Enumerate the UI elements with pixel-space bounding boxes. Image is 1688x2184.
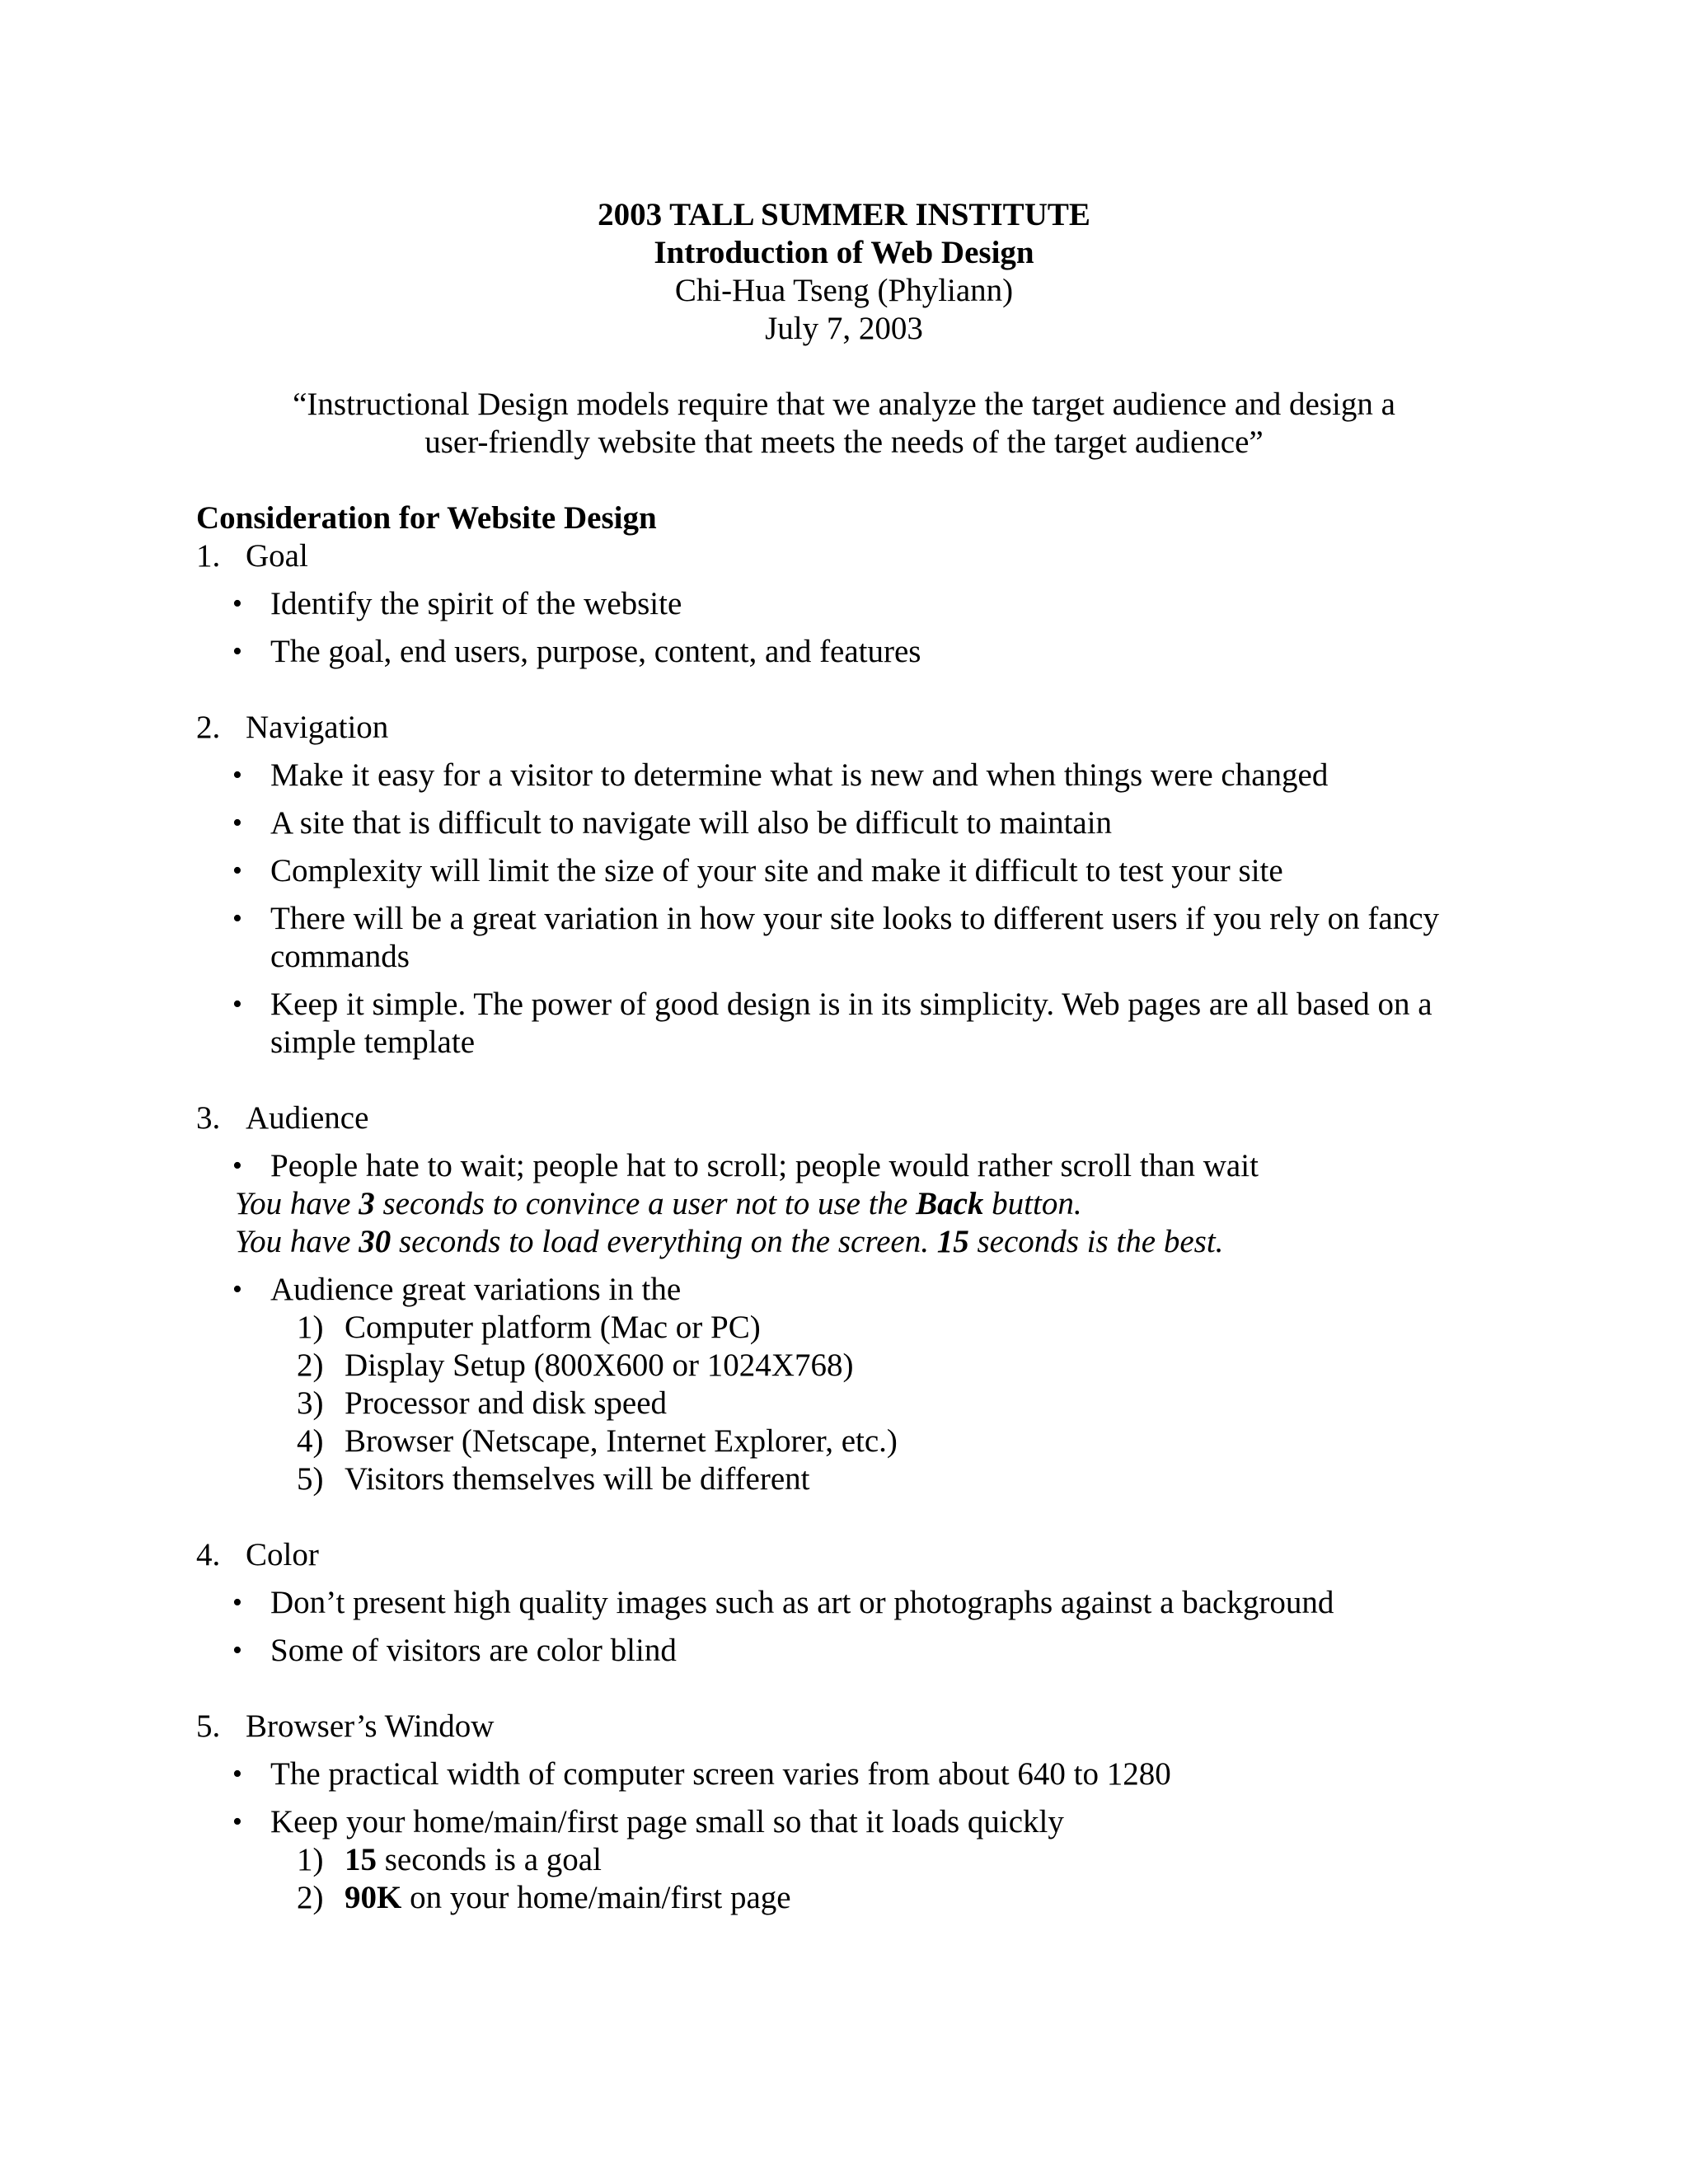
bullet-text: Make it easy for a visitor to determine what is new and when things were changed (270, 757, 1329, 793)
list-item (232, 757, 1518, 794)
numbered-subitem: 1) Computer platform (Mac or PC) (297, 1310, 761, 1345)
numbered-subitem: 3) Processor and disk speed (297, 1385, 668, 1421)
document-header (0, 196, 1688, 348)
list-item (232, 1271, 1518, 1309)
section-number: 5. (196, 1708, 221, 1744)
intro-quote (0, 386, 1688, 462)
document-date: July 7, 2003 (765, 311, 923, 346)
italic-note-2: You have 30 seconds to load everything on the screen. 15 seconds is the best. (235, 1224, 1224, 1259)
section-number: 3. (196, 1100, 221, 1136)
list-item (232, 900, 1518, 976)
bullet-text: Keep your home/main/first page small so that it loads quickly (270, 1804, 1064, 1840)
bullet-icon: • (232, 1274, 242, 1305)
bullet-text: The practical width of computer screen varies from about 640 to 1280 (270, 1756, 1171, 1792)
section-audience-heading (196, 1099, 368, 1137)
bullet-text: Complexity will limit the size of your site and make it difficult to test your site (270, 853, 1283, 888)
bullet-icon: • (232, 1759, 242, 1789)
numbered-subitem: 5) Visitors themselves will be different (297, 1461, 810, 1497)
bullet-icon: • (232, 1587, 242, 1618)
author-name: Chi-Hua Tseng (Phyliann) (674, 273, 1014, 308)
section-title: Color (246, 1537, 319, 1572)
numbered-subitem: 2) Display Setup (800X600 or 1024X768) (297, 1347, 854, 1383)
list-item (232, 1755, 1518, 1793)
section-title: Navigation (246, 710, 389, 745)
emphasis-number: 3 (359, 1186, 375, 1221)
bullet-text: A site that is difficult to navigate will also be difficult to maintain (270, 805, 1113, 841)
section-title: Browser’s Window (246, 1708, 495, 1744)
emphasis-number: 90K (345, 1880, 402, 1915)
quote-line-1: “Instructional Design models require that we analyze the target audience and design a (293, 387, 1395, 422)
section-goal-heading (196, 537, 308, 575)
bullet-icon: • (232, 855, 242, 886)
list-item (232, 852, 1518, 890)
bullet-text: Some of visitors are color blind (270, 1633, 677, 1668)
bullet-text: The goal, end users, purpose, content, and features (270, 634, 921, 669)
quote-line-2: user-friendly website that meets the needs of the target audience” (424, 424, 1264, 460)
section-navigation-heading (196, 709, 388, 747)
bullet-icon: • (232, 636, 242, 667)
list-item (232, 1803, 1518, 1841)
list-item (232, 986, 1518, 1062)
list-item (232, 1147, 1518, 1185)
institute-title: 2003 TALL SUMMER INSTITUTE (598, 197, 1090, 232)
section-color-heading (196, 1536, 319, 1574)
bullet-icon: • (232, 808, 242, 838)
emphasis-number: 15 (936, 1224, 969, 1259)
bullet-text: Keep it simple. The power of good design is in its simplicity. Web pages are all based on a simple template (270, 987, 1432, 1060)
section-heading: Consideration for Website Design (196, 500, 657, 536)
bullet-text: There will be a great variation in how your site looks to different users if you rely on fancy commands (270, 901, 1440, 974)
bullet-icon: • (232, 760, 242, 790)
bullet-icon: • (232, 588, 242, 619)
bullet-text: Identify the spirit of the website (270, 586, 682, 621)
section-title: Goal (246, 538, 308, 574)
bullet-text: Audience great variations in the (270, 1272, 682, 1307)
bullet-icon: • (232, 1151, 242, 1181)
section-number: 4. (196, 1537, 221, 1572)
list-item (232, 1632, 1518, 1670)
numbered-subitem: 1) 15 seconds is a goal (297, 1842, 602, 1877)
emphasis-word: Back (916, 1186, 984, 1221)
bullet-icon: • (232, 1807, 242, 1837)
numbered-subitem: 4) Browser (Netscape, Internet Explorer, etc.) (297, 1423, 898, 1459)
section-title: Audience (246, 1100, 369, 1136)
list-item (232, 804, 1518, 842)
document-title: Introduction of Web Design (654, 235, 1034, 270)
emphasis-number: 15 (345, 1842, 377, 1877)
section-browser-window-heading (196, 1708, 494, 1746)
list-item (232, 585, 1518, 623)
bullet-icon: • (232, 903, 242, 934)
section-number: 1. (196, 538, 221, 574)
bullet-text: People hate to wait; people hat to scroll; people would rather scroll than wait (270, 1148, 1259, 1183)
section-number: 2. (196, 710, 221, 745)
bullet-icon: • (232, 1635, 242, 1666)
bullet-icon: • (232, 989, 242, 1019)
italic-note-1: You have 3 seconds to convince a user not to use the Back button. (235, 1186, 1082, 1221)
list-item (232, 1584, 1518, 1622)
emphasis-number: 30 (359, 1224, 392, 1259)
numbered-subitem: 2) 90K on your home/main/first page (297, 1880, 791, 1915)
list-item (232, 633, 1518, 671)
bullet-text: Don’t present high quality images such as art or photographs against a background (270, 1585, 1334, 1620)
